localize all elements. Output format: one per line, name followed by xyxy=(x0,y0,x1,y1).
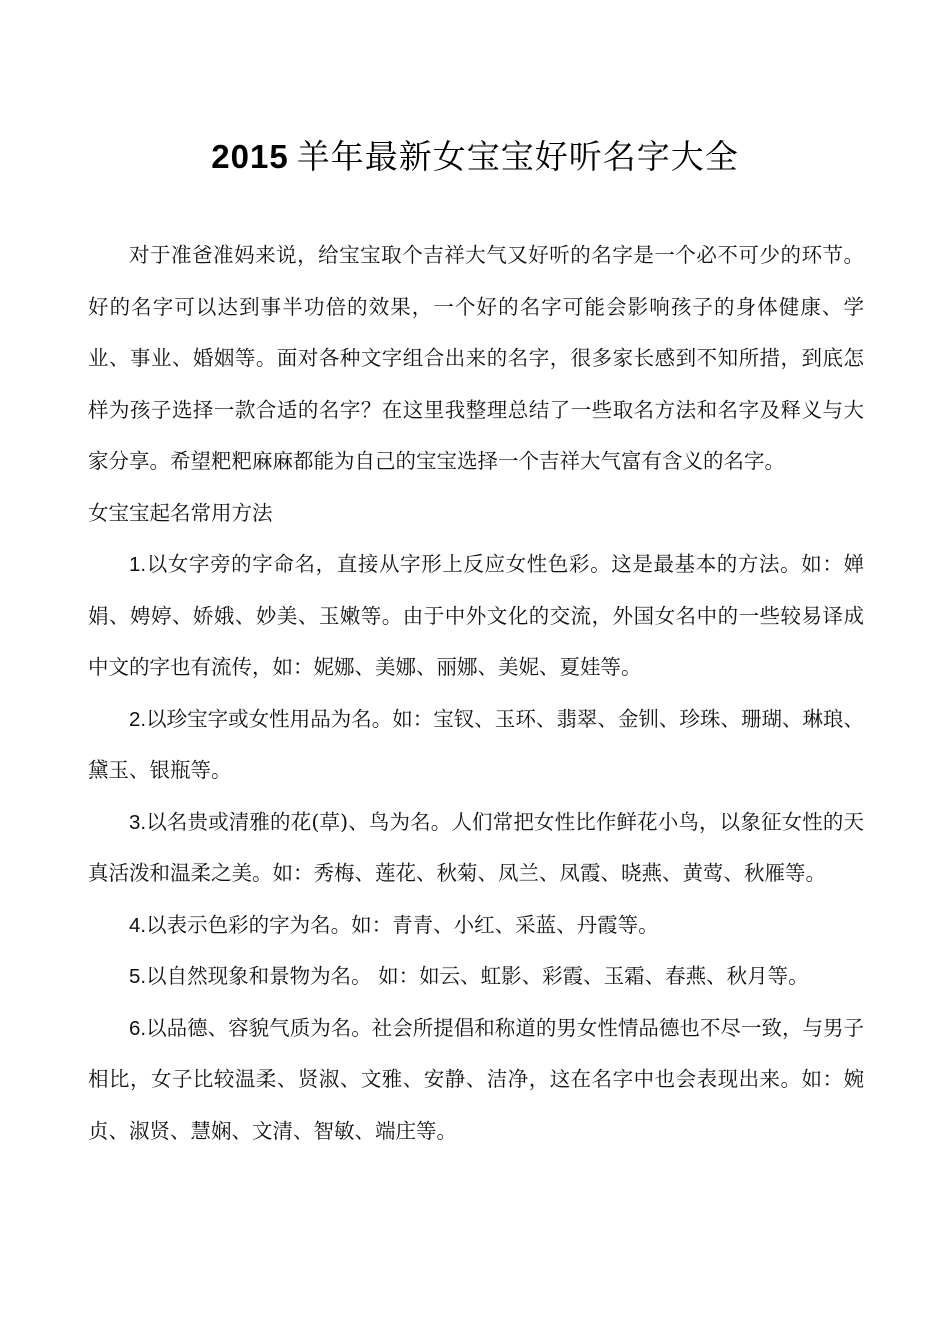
method-number: 4. xyxy=(129,913,147,937)
method-text: 以名贵或清雅的花(草)、鸟为名。人们常把女性比作鲜花小鸟，以象征女性的天真活泼和温柔之美。如：秀梅、莲花、秋菊、凤兰、凤霞、晓燕、黄莺、秋雁等。 xyxy=(88,809,864,885)
document-body xyxy=(88,230,864,1157)
section-heading: 女宝宝起名常用方法 xyxy=(88,500,273,525)
method-item xyxy=(88,797,864,900)
method-item xyxy=(88,900,864,952)
intro-paragraph: 对于准爸准妈来说，给宝宝取个吉祥大气又好听的名字是一个必不可少的环节。好的名字可以达到事半功倍的效果，一个好的名字可能会影响孩子的身体健康、学业、事业、婚姻等。面对各种文字组合出来的名字，很多家长感到不知所措，到底怎样为孩子选择一款合适的名字？在这里我整理总结了一些取名方法和名字及释义与大家分享。希望粑粑麻麻都能为自己的宝宝选择一个吉祥大气富有含义的名字。 xyxy=(88,243,864,473)
method-number: 6. xyxy=(129,1016,147,1040)
method-number: 5. xyxy=(129,965,147,988)
method-item xyxy=(88,1003,864,1158)
method-number: 3. xyxy=(129,810,147,834)
method-text: 以女字旁的字命名，直接从字形上反应女性色彩。这是最基本的方法。如：婵娟、娉婷、娇娥、妙美、玉嫩等。由于中外文化的交流，外国女名中的一些较易译成中文的字也有流传，如：妮娜、美娜、丽娜、美妮、夏娃等。 xyxy=(88,552,864,679)
title-year: 2015 xyxy=(211,138,289,175)
method-text: 以自然现象和景物为名。 如：如云、虹影、彩霞、玉霜、春燕、秋月等。 xyxy=(146,964,809,988)
method-item xyxy=(88,951,864,1003)
method-number: 2. xyxy=(129,707,147,731)
title-text: 羊年最新女宝宝好听名字大全 xyxy=(296,137,739,176)
page-title xyxy=(0,132,950,182)
method-item xyxy=(88,539,864,694)
method-item xyxy=(88,694,864,797)
method-text: 以表示色彩的字为名。如：青青、小红、采蓝、丹霞等。 xyxy=(146,912,659,937)
method-text: 以品德、容貌气质为名。社会所提倡和称道的男女性情品德也不尽一致，与男子相比，女子比较温柔、贤淑、文雅、安静、洁净，这在名字中也会表现出来。如：婉贞、淑贤、慧娴、文清、智敏、端庄等。 xyxy=(88,1015,864,1143)
method-text: 以珍宝字或女性用品为名。如：宝钗、玉环、翡翠、金钏、珍珠、珊瑚、琳琅、黛玉、银瓶等。 xyxy=(88,706,864,782)
method-number: 1. xyxy=(129,553,147,576)
